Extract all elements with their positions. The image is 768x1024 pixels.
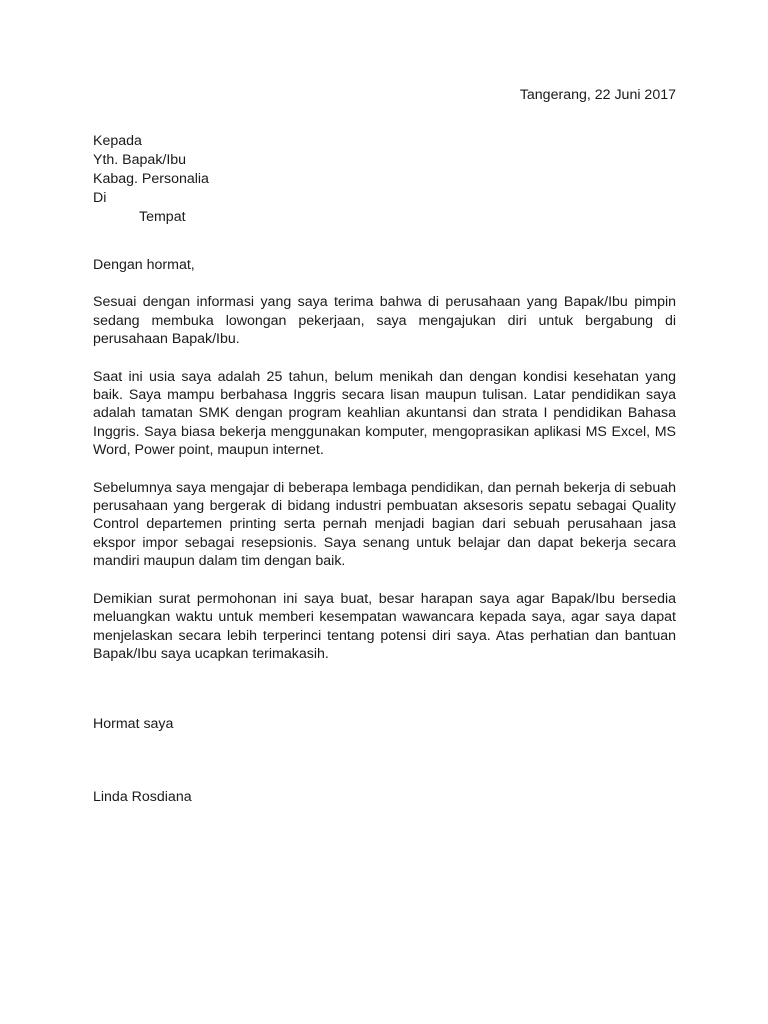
recipient-line-addressee: Yth. Bapak/Ibu <box>93 152 187 168</box>
paragraph-closing: Demikian surat permohonan ini saya buat, besar harapan saya agar Bapak/Ibu bersedia meluangkan waktu untuk memberi kesempatan wawancara kepada saya, agar saya dapat menjelaskan secara lebih terperinci tentang potensi diri saya. Atas perhatian dan bantuan Bapak/Ibu saya ucapkan terimakasih. <box>93 590 676 662</box>
recipient-line-tempat: Tempat <box>139 209 186 225</box>
letter-date: Tangerang, 22 Juni 2017 <box>519 87 676 103</box>
salutation: Dengan hormat, <box>93 257 195 273</box>
recipient-line-kepada: Kepada <box>93 133 142 149</box>
paragraph-intro: Sesuai dengan informasi yang saya terima bahwa di perusahaan yang Bapak/Ibu pimpin sedang membuka lowongan pekerjaan, saya mengajukan diri untuk bergabung di perusahaan Bapak/Ibu. <box>93 294 676 348</box>
paragraph-profile: Saat ini usia saya adalah 25 tahun, belum menikah dan dengan kondisi kesehatan yang baik. Saya mampu berbahasa Inggris secara lisan maupun tulisan. Latar pendidikan saya adalah tamatan SMK dengan program keahlian akuntansi dan strata I pendidikan Bahasa Inggris. Saya biasa bekerja menggunakan komputer, mengoprasikan aplikasi MS Excel, MS Word, Power point, maupun internet. <box>93 368 676 459</box>
closing-phrase: Hormat saya <box>93 716 174 732</box>
paragraph-experience: Sebelumnya saya mengajar di beberapa lembaga pendidikan, dan pernah bekerja di sebuah perusahaan yang bergerak di bidang industri pembuatan aksesoris sepatu sebagai Quality Control departemen printing serta pernah menjadi bagian dari sebuah perusahaan jasa ekspor impor sebagai resepsionis. Saya senang untuk belajar dan dapat bekerja secara mandiri maupun dalam tim dengan baik. <box>93 479 676 570</box>
recipient-line-di: Di <box>93 190 107 206</box>
letter-body <box>93 256 676 682</box>
recipient-block <box>93 132 209 227</box>
recipient-line-department: Kabag. Personalia <box>93 171 209 187</box>
signer-name: Linda Rosdiana <box>93 789 192 805</box>
